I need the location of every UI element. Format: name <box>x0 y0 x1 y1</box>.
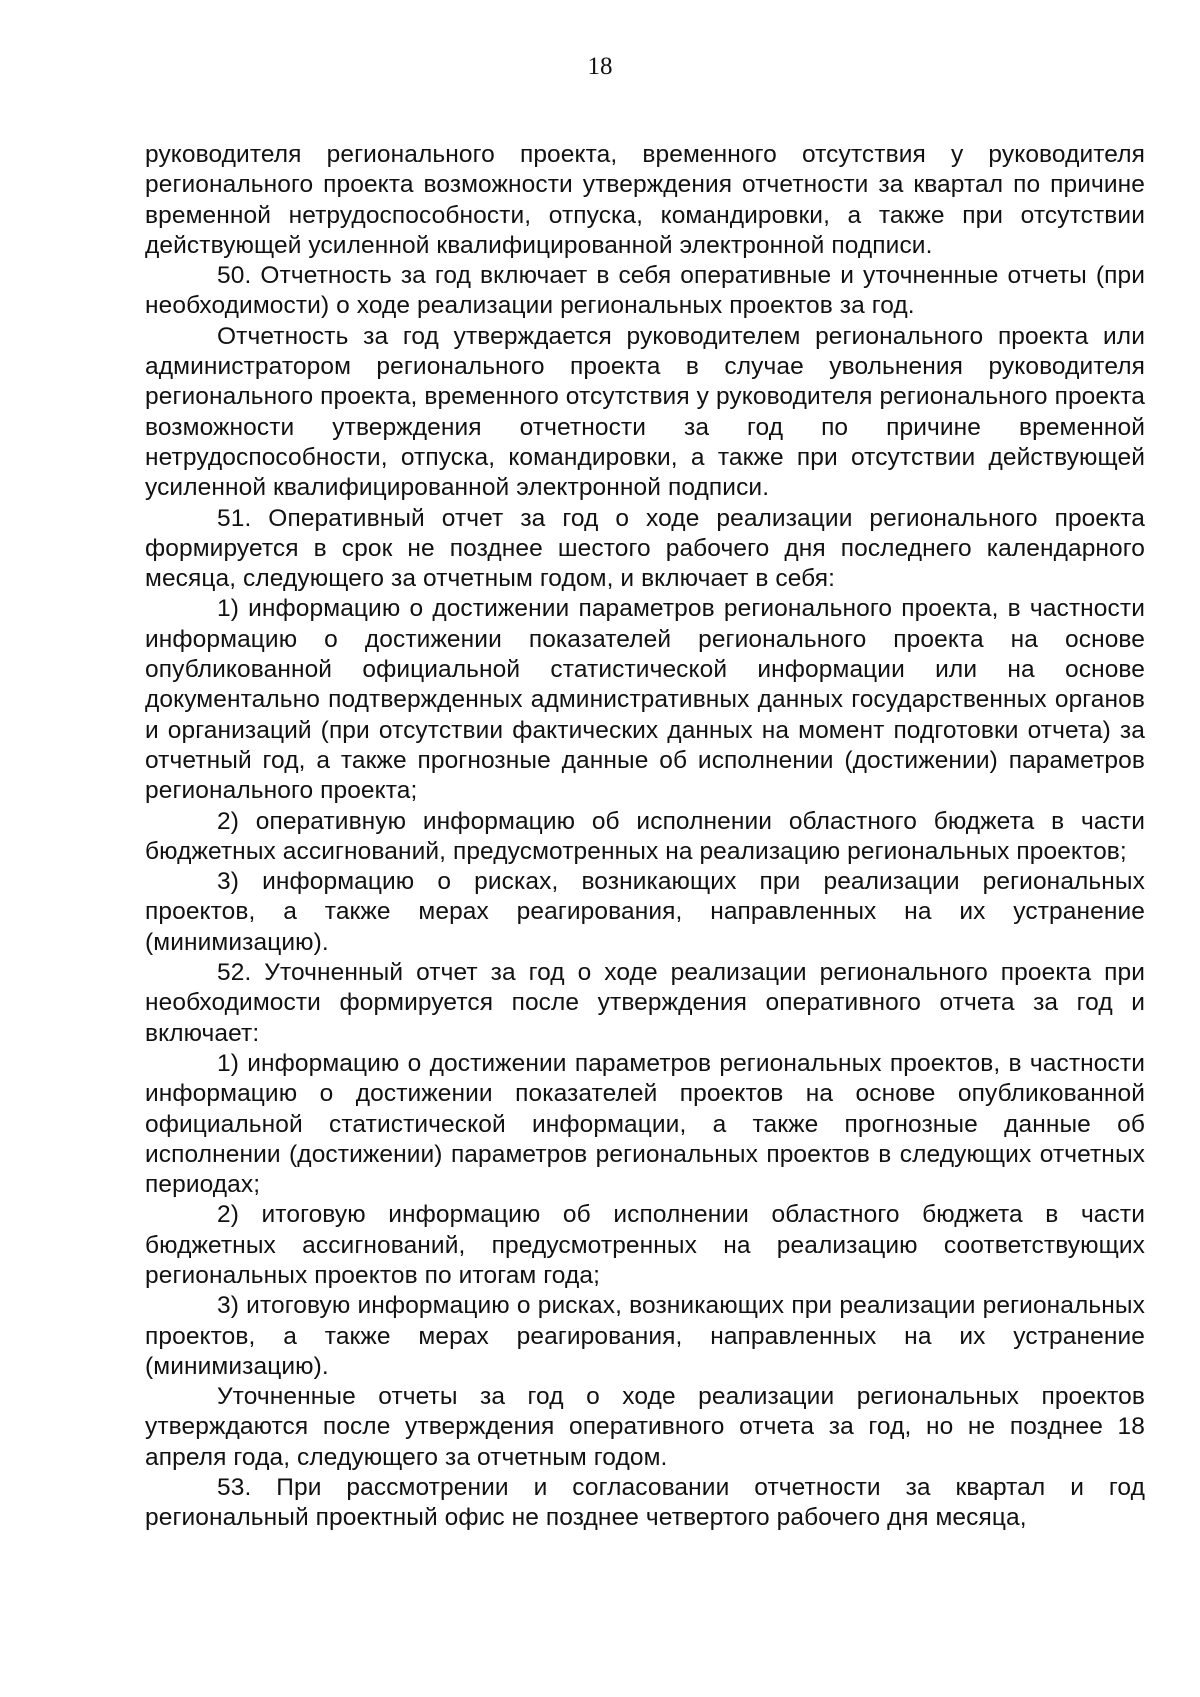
paragraph: 52. Уточненный отчет за год о ходе реализации регионального проекта при необходимости формируется после утверждения оперативного отчета за год и включает: <box>145 959 1145 1047</box>
paragraph: 53. При рассмотрении и согласовании отчетности за квартал и год региональный проектный офис не позднее четвертого рабочего дня месяца, <box>145 1474 1145 1532</box>
paragraph: 1) информацию о достижении параметров регионального проекта, в частности информацию о достижении показателей регионального проекта на основе опубликованной официальной статистической информации или на основе документально подтвержденных административных данных государственных органов и организаций (при отсутствии фактических данных на момент подготовки отчета) за отчетный год, а также прогнозные данные об исполнении (достижении) параметров регионального проекта; <box>145 595 1145 805</box>
paragraph: руководителя регионального проекта, временного отсутствия у руководителя регионального проекта возможности утверждения отчетности за квартал по причине временной нетрудоспособности, отпуска, командировки, а также при отсутствии действующей усиленной квалифицированной электронной подписи. <box>145 141 1145 259</box>
page-number: 18 <box>587 53 613 80</box>
paragraph: 2) итоговую информацию об исполнении областного бюджета в части бюджетных ассигнований, предусмотренных на реализацию соответствующих региональных проектов по итогам года; <box>145 1201 1145 1289</box>
paragraph: 3) информацию о рисках, возникающих при реализации региональных проектов, а также мерах реагирования, направленных на их устранение (минимизацию). <box>145 868 1145 956</box>
paragraph: Отчетность за год утверждается руководителем регионального проекта или администратором регионального проекта в случае увольнения руководителя регионального проекта, временного отсутствия у руководителя регионального проекта возможности утверждения отчетности за год по причине временной нетрудоспособности, отпуска, командировки, а также при отсутствии действующей усиленной квалифицированной электронной подписи. <box>145 322 1145 502</box>
paragraph: 51. Оперативный отчет за год о ходе реализации регионального проекта формируется в срок не позднее шестого рабочего дня последнего календарного месяца, следующего за отчетным годом, и включает в себя: <box>145 504 1145 593</box>
paragraph: 3) итоговую информацию о рисках, возникающих при реализации региональных проектов, а также мерах реагирования, направленных на их устранение (минимизацию). <box>145 1292 1145 1380</box>
paragraph: 50. Отчетность за год включает в себя оперативные и уточненные отчеты (при необходимости) о ходе реализации региональных проектов за год. <box>145 262 1145 320</box>
document-body <box>145 140 1145 1534</box>
paragraph: 1) информацию о достижении параметров региональных проектов, в частности информацию о достижении показателей проектов на основе опубликованной официальной статистической информации, а также прогнозные данные об исполнении (достижении) параметров региональных проектов в следующих отчетных периодах; <box>145 1049 1145 1199</box>
paragraph: Уточненные отчеты за год о ходе реализации региональных проектов утверждаются после утверждения оперативного отчета за год, но не позднее 18 апреля года, следующего за отчетным годом. <box>145 1383 1145 1471</box>
paragraph: 2) оперативную информацию об исполнении областного бюджета в части бюджетных ассигнований, предусмотренных на реализацию региональных проектов; <box>145 807 1145 865</box>
